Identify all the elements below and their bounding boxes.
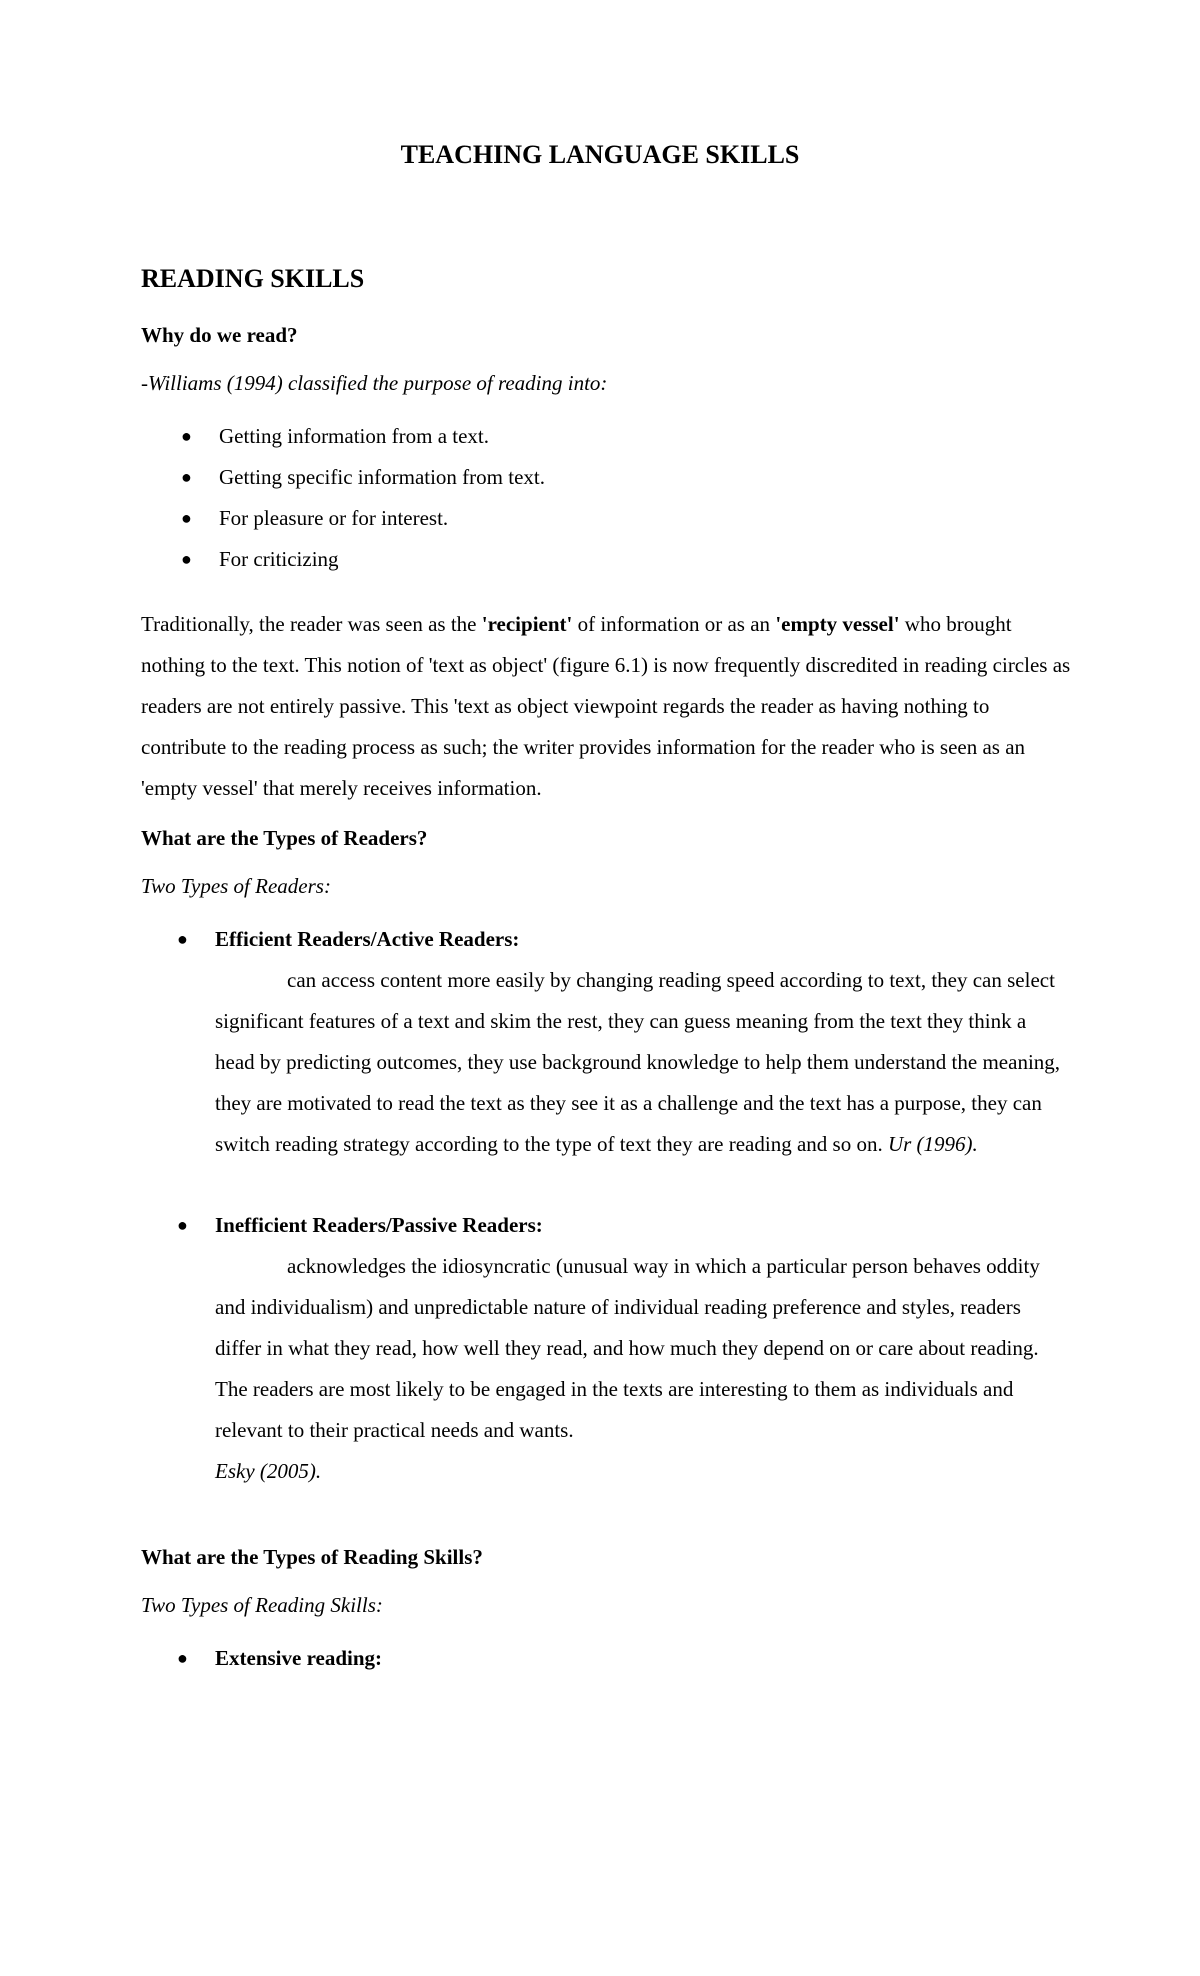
readers-list bbox=[141, 919, 1071, 1492]
skill-type-label: Extensive reading: bbox=[215, 1646, 383, 1670]
skills-list bbox=[141, 1638, 1071, 1679]
purpose-text: Getting specific information from text. bbox=[219, 465, 545, 489]
purpose-text: For pleasure or for interest. bbox=[219, 506, 449, 530]
purpose-text: Getting information from a text. bbox=[219, 424, 490, 448]
reader-type-label: Efficient Readers/Active Readers: bbox=[215, 927, 520, 951]
bullet-icon: ● bbox=[177, 929, 188, 949]
list-item bbox=[141, 919, 1071, 1165]
list-item bbox=[141, 457, 1071, 498]
document-title: TEACHING LANGUAGE SKILLS bbox=[400, 140, 800, 169]
section-title: READING SKILLS bbox=[141, 264, 365, 293]
bullet-icon: ● bbox=[181, 426, 192, 446]
why-heading: Why do we read? bbox=[141, 323, 298, 347]
list-item bbox=[141, 1638, 1071, 1679]
list-item bbox=[141, 539, 1071, 580]
paragraph-text: of information or as an bbox=[572, 612, 776, 636]
document-body bbox=[141, 262, 1071, 1719]
list-item bbox=[141, 1205, 1071, 1492]
reader-description-text: can access content more easily by changing reading speed according to text, they can select significant features of a text and skim the rest, they can guess meaning from the text they think a head by predicting outcomes, they use background knowledge to help them understand the meaning, they are motivated to read the text as they see it as a challenge and the text has a purpose, they can switch reading strategy according to the type of text they are reading and so on. bbox=[215, 968, 1061, 1156]
list-item bbox=[141, 416, 1071, 457]
bullet-icon: ● bbox=[177, 1215, 188, 1235]
reader-description-text: acknowledges the idiosyncratic (unusual way in which a particular person behaves oddity and individualism) and unpredictable nature of individual reading preference and styles, readers differ in what they read, how well they read, and how much they depend on or care about reading. The readers are most likely to be engaged in the texts are interesting to them as individuals and relevant to their practical needs and wants. bbox=[215, 1254, 1040, 1442]
paragraph-text: who brought nothing to the text. This notion of 'text as object' (figure 6.1) is now frequently discredited in reading circles as readers are not entirely passive. This 'text as object viewpoint regards the reader as having nothing to contribute to the reading process as such; the writer provides information for the reader who is seen as an 'empty vessel' that merely receives information. bbox=[141, 612, 1071, 800]
bullet-icon: ● bbox=[181, 467, 192, 487]
readers-heading: What are the Types of Readers? bbox=[141, 826, 428, 850]
bullet-icon: ● bbox=[177, 1648, 188, 1668]
paragraph-text: Traditionally, the reader was seen as the bbox=[141, 612, 482, 636]
skills-heading: What are the Types of Reading Skills? bbox=[141, 1545, 483, 1569]
recipient-term: 'recipient' bbox=[481, 612, 573, 636]
citation: Esky (2005). bbox=[215, 1459, 322, 1483]
traditional-reader-paragraph bbox=[141, 604, 1071, 809]
purpose-text: For criticizing bbox=[219, 547, 339, 571]
skills-intro: Two Types of Reading Skills: bbox=[141, 1593, 383, 1617]
bullet-icon: ● bbox=[181, 508, 192, 528]
citation: Ur (1996). bbox=[887, 1132, 978, 1156]
reader-description bbox=[215, 960, 1071, 1165]
readers-intro: Two Types of Readers: bbox=[141, 874, 331, 898]
empty-vessel-term: 'empty vessel' bbox=[775, 612, 900, 636]
bullet-icon: ● bbox=[181, 549, 192, 569]
list-item bbox=[141, 498, 1071, 539]
purpose-list bbox=[141, 416, 1071, 580]
reader-description bbox=[215, 1246, 1071, 1451]
reader-type-label: Inefficient Readers/Passive Readers: bbox=[215, 1213, 543, 1237]
williams-intro: -Williams (1994) classified the purpose of reading into: bbox=[141, 371, 608, 395]
